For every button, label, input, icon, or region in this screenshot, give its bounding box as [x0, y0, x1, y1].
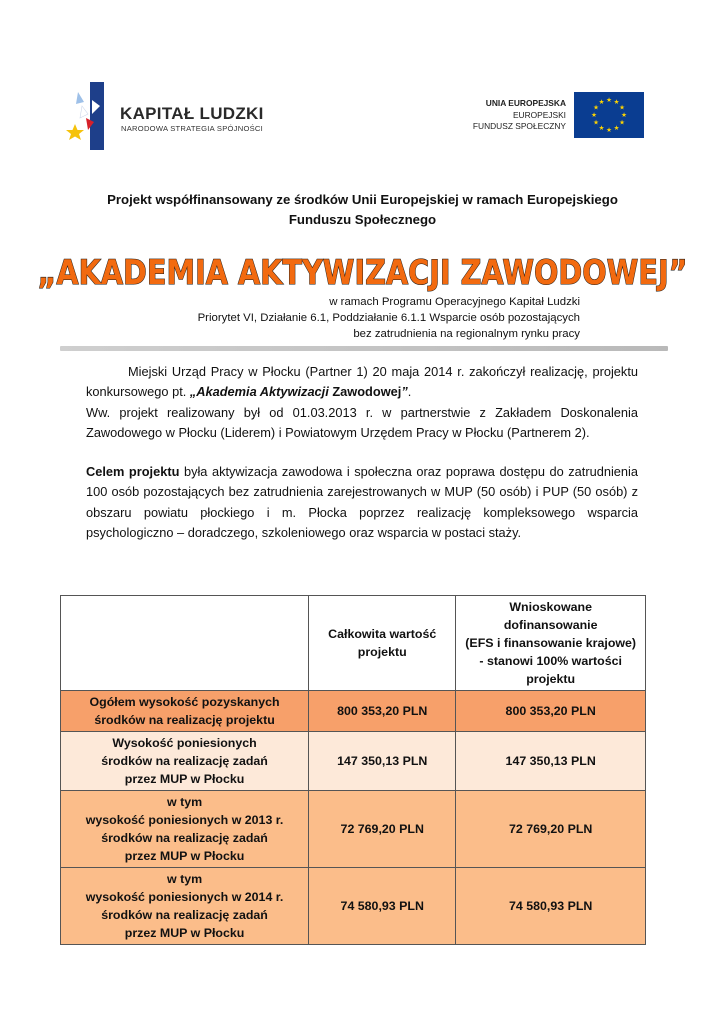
row-requested: 147 350,13 PLN [456, 732, 646, 791]
partnership-text: Ww. projekt realizowany był od 01.03.2013 r. w partnerstwie z Zakładem Doskonalenia Zawodowego w Płocku (Liderem) i Powiatowym Urzędem Pracy w Płocku (Partnerem 2). [86, 404, 638, 440]
eu-star-icon: ★ [619, 103, 625, 112]
eu-star-icon: ★ [606, 126, 612, 135]
eu-star-icon: ★ [613, 124, 620, 133]
row-label-line: przez MUP w Płocku [124, 772, 245, 786]
row-total: 74 580,93 PLN [309, 868, 456, 945]
row-label [61, 791, 309, 868]
eu-line-1: UNIA EUROPEJSKA [485, 98, 566, 108]
row-label-line: środków na realizację projektu [94, 713, 275, 727]
goal-paragraph [86, 462, 638, 543]
program-info [60, 294, 660, 342]
project-name-emph-b: Zawodowej [328, 384, 402, 400]
project-name-emph-c: ” [401, 384, 408, 400]
completion-paragraph [86, 362, 638, 443]
divider [60, 346, 668, 351]
row-label-line: Wysokość poniesionych [112, 736, 257, 750]
eu-star-icon: ★ [619, 118, 625, 127]
goal-text: była aktywizacja zawodowa i społeczna oraz poprawa dostępu do zatrudnienia 100 osób pozostających bez zatrudnienia zarejestrowanych w MUP (50 osób) i PUP (50 osób) z obszaru powiatu płockiego i m. Płocka poprzez realizację kompleksowego wsparcia psychologiczno – doradczego, szkoleniowego oraz wsparcia w postaci staży. [86, 464, 638, 540]
eu-star-icon: ★ [591, 111, 597, 120]
header-total-line: Całkowita wartość [328, 627, 437, 641]
row-label-line: środków na realizację zadań [101, 908, 268, 922]
table-header-row [61, 596, 646, 691]
header-requested-funding [456, 596, 646, 691]
completion-text-a: Miejski Urząd Pracy w Płocku (Partner 1) 20 maja 2014 r. zakończył realizację, projektu konkursowego pt. [86, 364, 638, 400]
header-empty-cell [61, 596, 309, 691]
program-line-3: bez zatrudnienia na regionalnym rynku pracy [353, 328, 580, 340]
row-label [61, 691, 309, 732]
kapital-ludzki-subtitle: NARODOWA STRATEGIA SPÓJNOŚCI [121, 124, 264, 133]
table-row [61, 791, 646, 868]
eu-star-icon: ★ [621, 111, 627, 120]
eu-star-icon: ★ [598, 98, 605, 107]
header-requested-line: - stanowi 100% wartości [479, 654, 622, 668]
table-row [61, 732, 646, 791]
kapital-ludzki-title: KAPITAŁ LUDZKI [120, 104, 264, 123]
row-label-line: Ogółem wysokość pozyskanych [89, 695, 280, 709]
header-logos [62, 74, 662, 160]
row-label [61, 732, 309, 791]
header-requested-line: (EFS i finansowanie krajowe) [465, 636, 637, 650]
intro-line-1: Projekt współfinansowany ze środków Unii Europejskiej w ramach Europejskiego [107, 192, 618, 207]
program-line-1: w ramach Programu Operacyjnego Kapitał Ludzki [329, 296, 580, 308]
project-title [20, 247, 705, 295]
eu-star-icon: ★ [606, 96, 612, 105]
row-label-line: wysokość poniesionych w 2014 r. [85, 890, 284, 904]
row-requested: 800 353,20 PLN [456, 691, 646, 732]
row-label-line: wysokość poniesionych w 2013 r. [85, 813, 284, 827]
header-requested-line: projektu [526, 672, 576, 686]
program-line-2: Priorytet VI, Działanie 6.1, Poddziałanie 6.1.1 Wsparcie osób pozostających [197, 312, 580, 324]
completion-text-b: . [407, 384, 412, 400]
row-label-line: środków na realizację zadań [101, 831, 268, 845]
eu-line-3: FUNDUSZ SPOŁECZNY [472, 121, 566, 131]
eu-star-icon: ★ [613, 98, 620, 107]
goal-lead: Celem projektu [86, 464, 180, 479]
eu-fund-label [473, 98, 566, 133]
eu-star-icon: ★ [593, 118, 599, 127]
project-cost-table [60, 595, 646, 945]
header-total-value [309, 596, 456, 691]
eu-star-icon: ★ [598, 124, 605, 133]
kapital-ludzki-logo-icon [68, 80, 108, 152]
row-label-line: przez MUP w Płocku [124, 849, 245, 863]
completion-text [86, 362, 638, 403]
header-requested-line: dofinansowanie [503, 618, 598, 632]
project-name-emph: „Akademia Aktywizacji [189, 384, 329, 400]
table-row [61, 691, 646, 732]
row-label-line: środków na realizację zadań [101, 754, 268, 768]
row-total: 147 350,13 PLN [309, 732, 456, 791]
row-label-line: w tym [166, 872, 203, 886]
eu-star-icon: ★ [593, 103, 599, 112]
header-requested-line: Wnioskowane [509, 600, 592, 614]
table-row [61, 868, 646, 945]
row-label-line: przez MUP w Płocku [124, 926, 245, 940]
row-label-line: w tym [166, 795, 203, 809]
row-total: 72 769,20 PLN [309, 791, 456, 868]
header-total-line: projektu [357, 645, 407, 659]
eu-line-2: EUROPEJSKI [512, 109, 566, 120]
row-total: 800 353,20 PLN [309, 691, 456, 732]
row-label [61, 868, 309, 945]
row-requested: 74 580,93 PLN [456, 868, 646, 945]
cofinancing-statement [40, 190, 685, 230]
intro-line-2: Funduszu Społecznego [288, 212, 437, 227]
eu-flag-icon [574, 92, 644, 138]
row-requested: 72 769,20 PLN [456, 791, 646, 868]
project-title-text: „AKADEMIA AKTYWIZACJI ZAWODOWEJ” [37, 253, 688, 292]
